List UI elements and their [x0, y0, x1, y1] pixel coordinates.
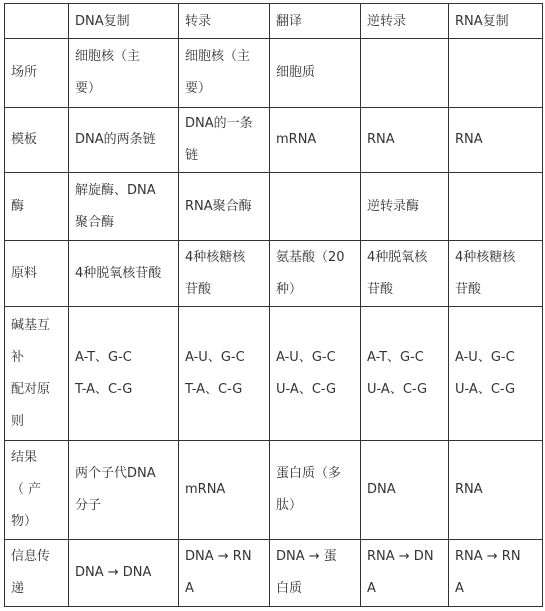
header-cell-rna-replication: RNA复制: [449, 4, 543, 39]
row-label-enzyme: 酶: [5, 173, 69, 241]
table-cell: mRNA: [179, 441, 270, 540]
table-cell: A-T、G-C U-A、C-G: [361, 307, 449, 441]
table-cell: RNA: [449, 441, 543, 540]
table-cell: DNA的两条链: [69, 108, 179, 173]
table-cell: mRNA: [270, 108, 361, 173]
table-row: [5, 39, 543, 108]
row-label-location: 场所: [5, 39, 69, 108]
table-row: [5, 173, 543, 241]
table-cell: DNA的一条 链: [179, 108, 270, 173]
table-cell: RNA → RN A: [449, 540, 543, 607]
table-cell: 细胞核（主 要）: [179, 39, 270, 108]
table-cell: 4种核糖核 苷酸: [449, 241, 543, 307]
table-cell: DNA → RN A: [179, 540, 270, 607]
biology-comparison-table: [4, 3, 543, 607]
table-cell: DNA → 蛋 白质: [270, 540, 361, 607]
table-cell: [361, 39, 449, 108]
header-cell-transcription: 转录: [179, 4, 270, 39]
row-label-base-pairing: 碱基互 补 配对原 则: [5, 307, 69, 441]
table-cell: 解旋酶、DNA 聚合酶: [69, 173, 179, 241]
row-label-information-flow: 信息传 递: [5, 540, 69, 607]
header-cell-empty: [5, 4, 69, 39]
row-label-product: 结果 （ 产 物）: [5, 441, 69, 540]
table-cell: A-U、G-C U-A、C-G: [270, 307, 361, 441]
table-cell: A-U、G-C T-A、C-G: [179, 307, 270, 441]
table-cell: RNA: [449, 108, 543, 173]
table-cell: 逆转录酶: [361, 173, 449, 241]
header-cell-dna-replication: DNA复制: [69, 4, 179, 39]
table-cell: 氨基酸（20 种）: [270, 241, 361, 307]
header-cell-reverse-transcription: 逆转录: [361, 4, 449, 39]
table-cell: RNA聚合酶: [179, 173, 270, 241]
table-cell: 4种核糖核 苷酸: [179, 241, 270, 307]
table-cell: DNA → DNA: [69, 540, 179, 607]
header-row: [5, 4, 543, 39]
table-cell: 细胞质: [270, 39, 361, 108]
table-cell: RNA: [361, 108, 449, 173]
table-row: [5, 540, 543, 607]
table-row: [5, 441, 543, 540]
table-cell: A-T、G-C T-A、C-G: [69, 307, 179, 441]
table-cell: RNA → DN A: [361, 540, 449, 607]
table-cell: A-U、G-C U-A、C-G: [449, 307, 543, 441]
table-cell: 4种脱氧核 苷酸: [361, 241, 449, 307]
table-row: [5, 108, 543, 173]
table-cell: DNA: [361, 441, 449, 540]
table-cell: [270, 173, 361, 241]
table-cell: [449, 173, 543, 241]
table-cell: 4种脱氧核苷酸: [69, 241, 179, 307]
row-label-raw-material: 原料: [5, 241, 69, 307]
table-cell: [449, 39, 543, 108]
table-cell: 蛋白质（多 肽）: [270, 441, 361, 540]
table-cell: 细胞核（主 要）: [69, 39, 179, 108]
table-cell: 两个子代DNA 分子: [69, 441, 179, 540]
table-row: [5, 307, 543, 441]
header-cell-translation: 翻译: [270, 4, 361, 39]
row-label-template: 模板: [5, 108, 69, 173]
table-row: [5, 241, 543, 307]
